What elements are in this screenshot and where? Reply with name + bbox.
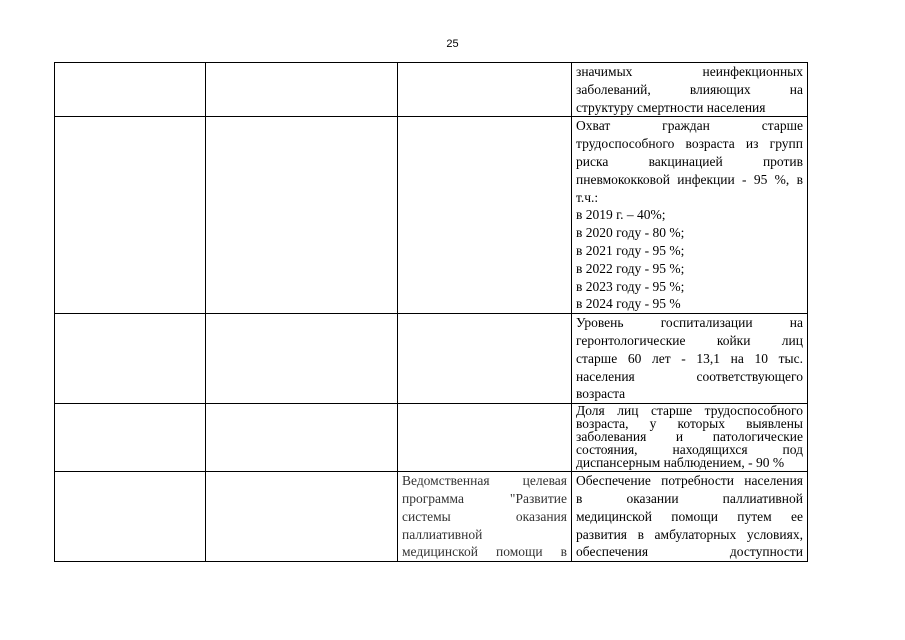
- text-line: Ведомственная целевая: [402, 473, 567, 489]
- page-number: 25: [446, 38, 459, 50]
- text-line: развития в амбулаторных условиях,: [576, 526, 803, 542]
- text-line: паллиативной: [402, 526, 483, 542]
- text-line: населения соответствующего: [576, 368, 803, 384]
- text-line: в 2020 году - 80 %;: [576, 225, 685, 241]
- table-cell: [55, 404, 206, 472]
- text-line: Охват граждан старше: [576, 118, 803, 134]
- table-cell: [398, 63, 572, 117]
- table-cell: [206, 404, 398, 472]
- text-line: старше 60 лет - 13,1 на 10 тыс.: [576, 350, 803, 366]
- indicator-cell: [572, 63, 808, 117]
- text-line: медицинской помощи путем ее: [576, 508, 803, 524]
- text-line: значимых неинфекционных: [576, 64, 803, 79]
- text-line: в 2021 году - 95 %;: [576, 242, 685, 258]
- table-cell: [55, 117, 206, 314]
- table-row: [55, 472, 808, 562]
- table-row: [55, 63, 808, 117]
- text-line: диспансерным наблюдением, - 90 %: [576, 455, 785, 471]
- text-line: возраста: [576, 386, 626, 402]
- text-line: системы оказания: [402, 508, 567, 524]
- table-cell: [398, 117, 572, 314]
- text-line: в 2024 году - 95 %: [576, 296, 681, 312]
- table-cell: [206, 472, 398, 562]
- text-line: геронтологические койки лиц: [576, 332, 803, 348]
- text-line: заболевания и патологические: [576, 429, 803, 445]
- program-table: [54, 62, 808, 562]
- table-cell: [55, 63, 206, 117]
- text-line: в оказании паллиативной: [576, 490, 803, 506]
- text-line: обеспечения доступности: [576, 544, 803, 560]
- text-line: Доля лиц старше трудоспособного: [576, 403, 803, 419]
- indicator-cell: [572, 117, 808, 314]
- indicator-cell: [572, 472, 808, 562]
- text-line: в 2022 году - 95 %;: [576, 260, 685, 276]
- text-line: пневмококковой инфекции - 95 %, в: [576, 171, 803, 187]
- table-cell: [206, 63, 398, 117]
- indicator-cell: [572, 314, 808, 404]
- text-line: состояния, находящихся под: [576, 442, 803, 458]
- table-row: [55, 404, 808, 472]
- text-line: в 2023 году - 95 %;: [576, 278, 685, 294]
- table-cell: [55, 472, 206, 562]
- table-row: [55, 117, 808, 314]
- indicator-cell: [572, 404, 808, 472]
- table-cell: [206, 117, 398, 314]
- text-line: Обеспечение потребности населения: [576, 473, 803, 489]
- text-line: программа "Развитие: [402, 490, 567, 506]
- text-line: заболеваний, влияющих на: [576, 81, 803, 97]
- text-line: возраста, у которых выявлены: [576, 416, 803, 432]
- program-cell: [398, 472, 572, 562]
- table-row: [55, 314, 808, 404]
- text-line: структуру смертности населения: [576, 99, 766, 115]
- text-line: в 2019 г. – 40%;: [576, 207, 666, 223]
- text-line: т.ч.:: [576, 189, 599, 205]
- text-line: риска вакцинацией против: [576, 153, 803, 169]
- text-line: Уровень госпитализации на: [576, 315, 803, 331]
- table-cell: [398, 314, 572, 404]
- table-cell: [55, 314, 206, 404]
- text-line: медицинской помощи в: [402, 544, 567, 560]
- table-cell: [206, 314, 398, 404]
- table-cell: [398, 404, 572, 472]
- text-line: трудоспособного возраста из групп: [576, 136, 803, 152]
